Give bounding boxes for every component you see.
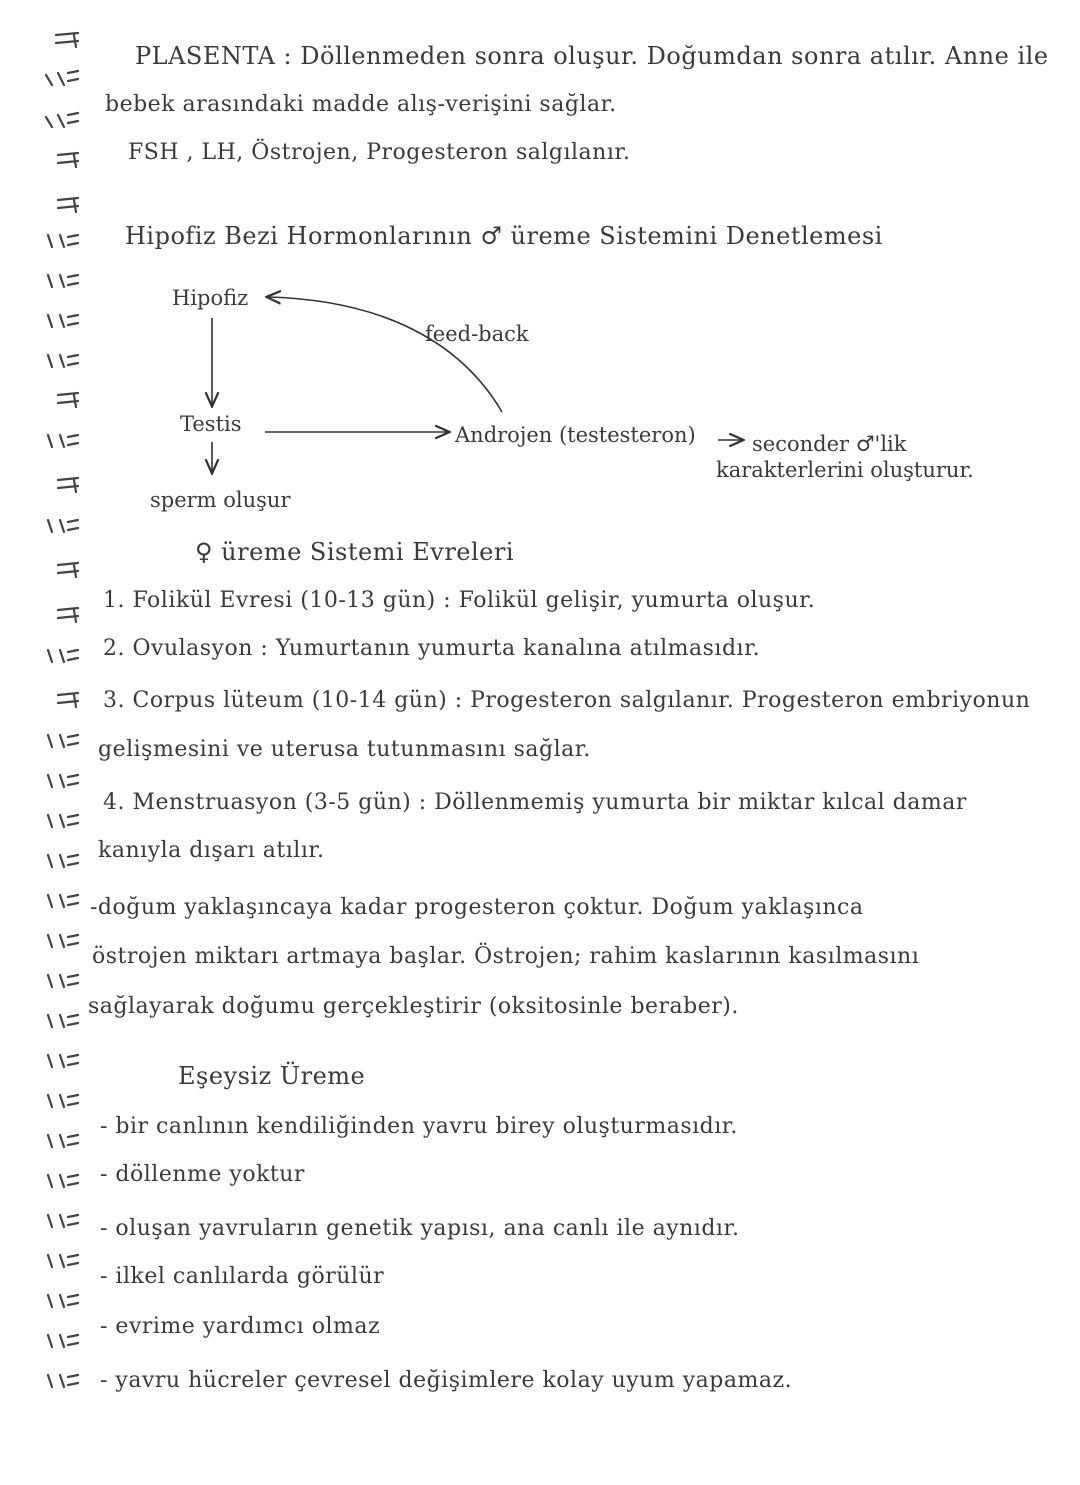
birth-line-3: sağlayarak doğumu gerçekleştirir (oksitosinle beraber). (88, 994, 739, 1019)
asexual-heading: Eşeysiz Üreme (178, 1062, 366, 1090)
birth-line-2: östrojen miktarı artmaya başlar. Östrojen; rahim kaslarının kasılmasını (92, 944, 920, 969)
placenta-line-3: FSH , LH, Östrojen, Progesteron salgılanır. (128, 140, 631, 165)
stage-3-line-1: 3. Corpus lüteum (10-14 gün) : Progesteron salgılanır. Progesteron embriyonun (103, 688, 1031, 713)
stage-4-line-1: 4. Menstruasyon (3-5 gün) : Döllenmemiş yumurta bir miktar kılcal damar (103, 790, 967, 815)
asexual-item-6: - yavru hücreler çevresel değişimlere kolay uyum yapamaz. (100, 1368, 793, 1393)
stage-4-line-2: kanıyla dışarı atılır. (98, 838, 325, 863)
hypophysis-heading: Hipofiz Bezi Hormonlarının ♂ üreme Sistemini Denetlemesi (125, 222, 883, 250)
placenta-line-2: bebek arasındaki madde alış-verişini sağlar. (105, 92, 617, 117)
diagram-testis: Testis (180, 412, 242, 436)
female-heading: ♀ üreme Sistemi Evreleri (195, 538, 515, 566)
asexual-item-5: - evrime yardımcı olmaz (100, 1314, 381, 1339)
birth-line-1: -doğum yaklaşıncaya kadar progesteron çoktur. Doğum yaklaşınca (90, 895, 864, 920)
diagram-secondary-line-1: seconder ♂'lik (752, 432, 907, 456)
diagram-feedback: feed-back (425, 322, 529, 346)
diagram-androjen: Androjen (testesteron) (455, 423, 696, 447)
asexual-item-2: - döllenme yoktur (100, 1162, 305, 1187)
diagram-sperm: sperm oluşur (150, 488, 291, 512)
placenta-line-1: PLASENTA : Döllenmeden sonra oluşur. Doğumdan sonra atılır. Anne ile (135, 42, 1049, 70)
stage-2: 2. Ovulasyon : Yumurtanın yumurta kanalına atılmasıdır. (103, 636, 761, 661)
diagram-secondary-line-2: karakterlerini oluşturur. (716, 458, 974, 482)
diagram-hipofiz: Hipofiz (172, 286, 249, 310)
asexual-item-3: - oluşan yavruların genetik yapısı, ana canlı ile aynıdır. (100, 1216, 740, 1241)
asexual-item-4: - ilkel canlılarda görülür (100, 1264, 385, 1289)
stage-1: 1. Folikül Evresi (10-13 gün) : Folikül gelişir, yumurta oluşur. (103, 588, 816, 613)
stage-3-line-2: gelişmesini ve uterusa tutunmasını sağlar. (98, 737, 591, 762)
asexual-item-1: - bir canlının kendiliğinden yavru birey oluşturmasıdır. (100, 1114, 738, 1139)
